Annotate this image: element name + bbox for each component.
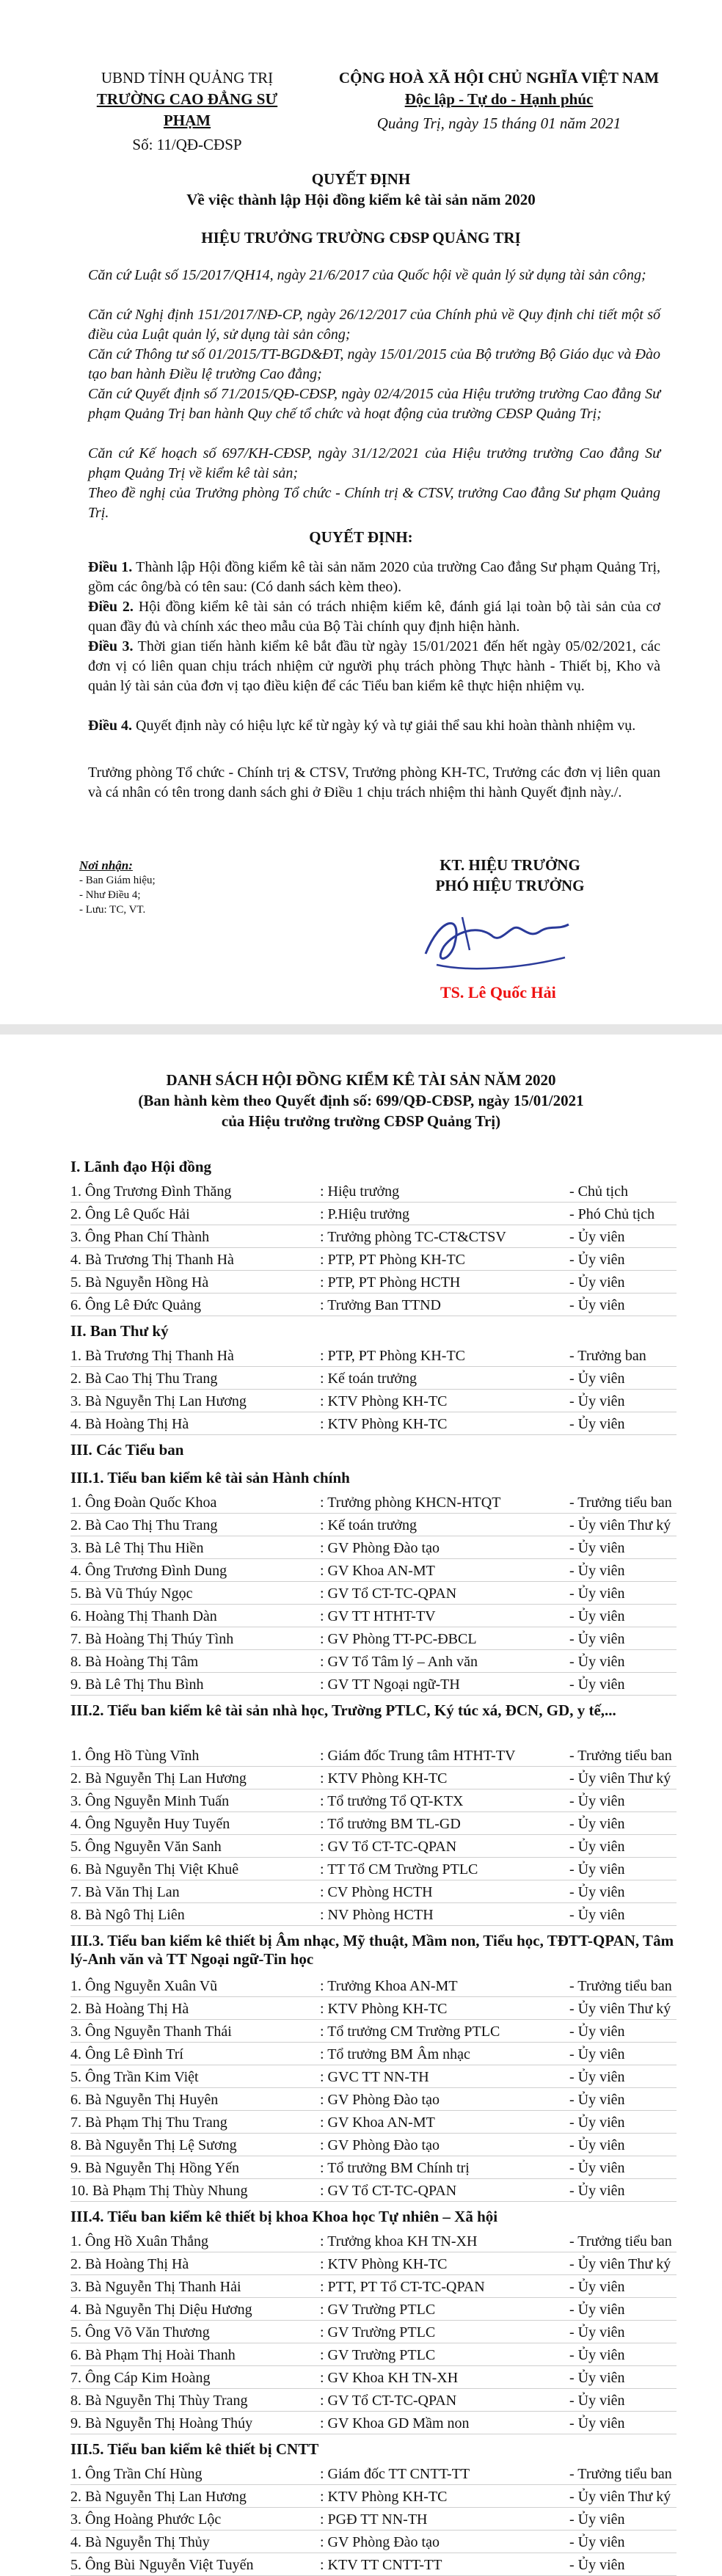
- article-4: [88, 716, 660, 736]
- row-separator: [70, 2133, 677, 2134]
- member-position: : GV TT HTHT-TV: [320, 1608, 436, 1624]
- member-row: [70, 1391, 679, 1412]
- member-position: : GV Tổ CT-TC-QPAN: [320, 2183, 457, 2199]
- member-row: [70, 2509, 679, 2530]
- row-separator: [70, 2507, 677, 2508]
- row-separator: [70, 1513, 677, 1514]
- row-separator: [70, 1366, 677, 1367]
- member-role: - Ủy viên: [569, 2347, 625, 2363]
- member-position: : GV TT Ngoại ngữ-TH: [320, 1676, 460, 1693]
- member-name: 5. Ông Trần Kim Việt: [70, 2069, 199, 2085]
- member-name: 5. Ông Võ Văn Thương: [70, 2324, 210, 2340]
- member-name: 9. Bà Nguyễn Thị Hồng Yến: [70, 2160, 239, 2176]
- member-name: 8. Bà Nguyễn Thị Thùy Trang: [70, 2393, 248, 2409]
- member-row: [70, 2158, 679, 2178]
- member-position: : GV Tổ CT-TC-QPAN: [320, 1839, 457, 1855]
- member-position: : Tổ trưởng BM Chính trị: [320, 2160, 470, 2176]
- member-role: - Ủy viên: [569, 1676, 625, 1693]
- member-name: 3. Bà Nguyễn Thị Thanh Hải: [70, 2279, 241, 2295]
- article-2-text: Hội đồng kiểm kê tài sản có trách nhiệm kiểm kê, đánh giá lại toàn bộ tài sản của cơ quan đầy đủ và chính xác theo mẫu của Bộ Tài chính quy định hiện hành.: [88, 599, 661, 635]
- member-row: [70, 1295, 679, 1316]
- member-position: : PTP, PT Phòng KH-TC: [320, 1252, 466, 1268]
- member-name: 1. Ông Đoàn Quốc Khoa: [70, 1495, 217, 1511]
- member-role: - Ủy viên: [569, 1563, 625, 1579]
- member-row: [70, 2254, 679, 2274]
- row-separator: [70, 2087, 677, 2088]
- member-row: [70, 1629, 679, 1649]
- article-3: [88, 637, 660, 696]
- recipient-item: - Như Điều 4;: [79, 889, 141, 901]
- member-name: 1. Ông Hồ Xuân Thắng: [70, 2233, 208, 2250]
- preamble-2: Căn cứ Nghị định 151/2017/NĐ-CP, ngày 26/12/2017 của Chính phủ về Quy định chi tiết một số điều của Luật quản lý, sử dụng tài sản công;: [88, 307, 660, 343]
- member-name: 7. Bà Phạm Thị Thu Trang: [70, 2115, 227, 2131]
- member-row: [70, 2322, 679, 2343]
- member-position: : GV Phòng Đào tạo: [320, 2534, 440, 2550]
- member-role: - Ủy viên: [569, 1631, 625, 1647]
- nation-line2: Độc lập - Tự do - Hạnh phúc: [404, 90, 594, 108]
- member-position: : Trưởng phòng TC-CT&CTSV: [320, 1229, 506, 1245]
- member-row: [70, 1905, 679, 1925]
- member-name: 1. Ông Trương Đình Thăng: [70, 1183, 232, 1200]
- signer-name: TS. Lê Quốc Hải: [440, 983, 556, 1001]
- member-role: - Ủy viên: [569, 1274, 625, 1291]
- member-position: : Hiệu trưởng: [320, 1183, 400, 1200]
- recipient-item: - Ban Giám hiệu;: [79, 875, 156, 886]
- member-role: - Ủy viên: [569, 2302, 625, 2318]
- row-separator: [70, 1558, 677, 1559]
- row-separator: [70, 2110, 677, 2111]
- row-separator: [70, 1202, 677, 1203]
- member-name: 1. Ông Hồ Tùng Vĩnh: [70, 1748, 200, 1764]
- row-separator: [70, 1672, 677, 1673]
- member-name: 2. Bà Cao Thị Thu Trang: [70, 1517, 218, 1533]
- row-separator: [70, 2201, 677, 2202]
- article-3-label: Điều 3.: [88, 638, 134, 654]
- section-heading: II. Ban Thư ký: [70, 1322, 169, 1340]
- member-name: 6. Ông Lê Đức Quảng: [70, 1297, 202, 1313]
- member-position: : Giám đốc Trung tâm HTHT-TV: [320, 1748, 516, 1764]
- member-role: - Ủy viên: [569, 2092, 625, 2108]
- nation-line1: CỘNG HOÀ XÃ HỘI CHỦ NGHĨA VIỆT NAM: [338, 69, 660, 87]
- article-3-text: Thời gian tiến hành kiểm kê bắt đầu từ ngày 15/01/2021 đến hết ngày 05/02/2021, các đơn vị có liên quan chịu trách nhiệm cử người phụ trách phòng Thực hành - Thiết bị, Kho và quản lý tài sản của đơn vị tạo điều kiện để các Tiểu ban kiểm kê thực hiện nhiệm vụ.: [88, 638, 660, 694]
- member-name: 3. Bà Lê Thị Thu Hiền: [70, 1540, 204, 1556]
- handwritten-signature: [411, 902, 580, 979]
- member-role: - Ủy viên: [569, 2046, 625, 2062]
- member-row: [70, 1652, 679, 1672]
- member-position: : Giám đốc TT CNTT-TT: [320, 2466, 470, 2482]
- member-name: 5. Ông Bùi Nguyễn Việt Tuyến: [70, 2557, 254, 2573]
- member-role: - Ủy viên Thư ký: [569, 2256, 671, 2272]
- member-row: [70, 1272, 679, 1293]
- decision-title: QUYẾT ĐỊNH: [311, 170, 411, 188]
- article-4-label: Điều 4.: [88, 718, 132, 734]
- row-separator: [70, 1604, 677, 1605]
- member-row: [70, 1249, 679, 1270]
- row-separator: [70, 1293, 677, 1294]
- member-name: 6. Bà Phạm Thị Hoài Thanh: [70, 2347, 236, 2363]
- member-position: : Trưởng Ban TTND: [320, 1297, 441, 1313]
- member-name: 6. Bà Nguyễn Thị Huyên: [70, 2092, 219, 2108]
- member-role: - Ủy viên: [569, 1884, 625, 1900]
- place-date: Quảng Trị, ngày 15 tháng 01 năm 2021: [376, 114, 621, 132]
- row-separator: [70, 2042, 677, 2043]
- member-name: 1. Ông Trần Chí Hùng: [70, 2466, 203, 2482]
- member-row: [70, 2555, 679, 2575]
- row-separator: [70, 1247, 677, 1248]
- member-position: : PTT, PT Tổ CT-TC-QPAN: [320, 2279, 485, 2295]
- member-name: 2. Bà Hoàng Thị Hà: [70, 2001, 189, 2017]
- section-heading: III.5. Tiểu ban kiểm kê thiết bị CNTT: [70, 2440, 319, 2458]
- member-role: - Trưởng ban: [569, 1348, 646, 1364]
- member-name: 3. Ông Hoàng Phước Lộc: [70, 2511, 222, 2528]
- member-position: : PTP, PT Phòng KH-TC: [320, 1348, 466, 1364]
- member-role: - Ủy viên: [569, 1252, 625, 1268]
- preamble-1: Căn cứ Luật số 15/2017/QH14, ngày 21/6/2017 của Quốc hội về quản lý sử dụng tài sản công;: [88, 267, 646, 283]
- member-row: [70, 2486, 679, 2507]
- member-row: [70, 1181, 679, 1202]
- member-row: [70, 1882, 679, 1902]
- member-role: - Ủy viên Thư ký: [569, 1770, 671, 1787]
- member-role: - Ủy viên: [569, 1586, 625, 1602]
- member-row: [70, 2044, 679, 2065]
- row-separator: [70, 1581, 677, 1582]
- member-row: [70, 1836, 679, 1857]
- member-name: 5. Bà Nguyễn Hồng Hà: [70, 1274, 209, 1291]
- member-row: [70, 1791, 679, 1811]
- member-name: 1. Bà Trương Thị Thanh Hà: [70, 1348, 234, 1364]
- member-position: : Trưởng Khoa AN-MT: [320, 1978, 458, 1994]
- member-name: 8. Bà Ngô Thị Liên: [70, 1907, 185, 1923]
- preamble-4: Căn cứ Quyết định số 71/2015/QĐ-CĐSP, ngày 02/4/2015 của Hiệu trưởng trường Cao đẳng Sư phạm Quảng Trị ban hành Quy chế tổ chức và hoạt động của trường CĐSP Quảng Trị;: [88, 386, 660, 422]
- row-separator: [70, 2178, 677, 2179]
- member-row: [70, 1745, 679, 1766]
- recipients-heading: Nơi nhận:: [79, 858, 133, 872]
- member-position: : GV Khoa AN-MT: [320, 2115, 435, 2131]
- member-position: : GV Phòng TT-PC-ĐBCL: [320, 1631, 477, 1647]
- row-separator: [70, 2297, 677, 2298]
- member-position: : Trưởng phòng KHCN-HTQT: [320, 1495, 501, 1511]
- row-separator: [70, 2411, 677, 2412]
- member-position: : NV Phòng HCTH: [320, 1907, 434, 1923]
- member-row: [70, 1204, 679, 1225]
- member-role: - Ủy viên: [569, 1540, 625, 1556]
- closing-paragraph: Trưởng phòng Tổ chức - Chính trị & CTSV, Trưởng phòng KH-TC, Trưởng các đơn vị liên quan và cá nhân có tên trong danh sách ghi ở Điều 1 chịu trách nhiệm thi hành Quyết định này./.: [88, 765, 660, 800]
- member-row: [70, 2413, 679, 2434]
- member-row: [70, 1492, 679, 1513]
- member-role: - Ủy viên: [569, 1416, 625, 1432]
- member-row: [70, 1674, 679, 1695]
- member-position: : PTP, PT Phòng HCTH: [320, 1274, 461, 1291]
- nation-header: [316, 67, 682, 134]
- member-position: : GV Tổ CT-TC-QPAN: [320, 1586, 457, 1602]
- authority-line: HIỆU TRƯỞNG TRƯỜNG CĐSP QUẢNG TRỊ: [201, 229, 521, 247]
- member-position: : KTV TT CNTT-TT: [320, 2557, 442, 2573]
- member-role: - Ủy viên: [569, 2115, 625, 2131]
- member-row: [70, 2299, 679, 2320]
- preamble-3: Căn cứ Thông tư số 01/2015/TT-BGD&ĐT, ngày 15/01/2015 của Bộ trưởng Bộ Giáo dục và Đào tạo ban hành Điều lệ trường Cao đẳng;: [88, 346, 660, 382]
- member-row: [70, 2277, 679, 2297]
- member-row: [70, 1227, 679, 1247]
- member-row: [70, 1999, 679, 2019]
- member-role: - Ủy viên: [569, 2557, 625, 2573]
- doc-number: Số: 11/QĐ-CĐSP: [132, 136, 242, 153]
- member-role: - Ủy viên: [569, 2393, 625, 2409]
- recipient-item: - Lưu: TC, VT.: [79, 904, 146, 916]
- article-1: [88, 558, 660, 597]
- member-role: - Ủy viên: [569, 1229, 625, 1245]
- member-row: [70, 1515, 679, 1536]
- member-position: : GV Phòng Đào tạo: [320, 2092, 440, 2108]
- member-row: [70, 1561, 679, 1581]
- row-separator: [70, 1270, 677, 1271]
- member-role: - Ủy viên: [569, 1907, 625, 1923]
- preamble-5: Căn cứ Kế hoạch số 697/KH-CĐSP, ngày 31/12/2021 của Hiệu trưởng trường Cao đẳng Sư phạm Quảng Trị về kiểm kê tài sản;: [88, 445, 660, 481]
- member-role: - Ủy viên Thư ký: [569, 2001, 671, 2017]
- member-role: - Ủy viên: [569, 1654, 625, 1670]
- member-position: : GV Phòng Đào tạo: [320, 1540, 440, 1556]
- member-position: : Tổ trưởng CM Trường PTLC: [320, 2024, 500, 2040]
- member-role: - Ủy viên: [569, 2183, 625, 2199]
- member-role: - Ủy viên: [569, 2324, 625, 2340]
- row-separator: [70, 1766, 677, 1767]
- article-1-label: Điều 1.: [88, 559, 133, 575]
- row-separator: [70, 1695, 677, 1696]
- signature-line2: PHÓ HIỆU TRƯỞNG: [435, 877, 585, 894]
- member-role: - Ủy viên: [569, 2511, 625, 2528]
- member-role: - Ủy viên: [569, 2415, 625, 2431]
- member-role: - Ủy viên: [569, 2370, 625, 2386]
- member-position: : Kế toán trưởng: [320, 1517, 417, 1533]
- member-name: 7. Ông Cáp Kim Hoàng: [70, 2370, 211, 2386]
- member-row: [70, 2368, 679, 2388]
- preamble-6: Theo đề nghị của Trưởng phòng Tổ chức - Chính trị & CTSV, trưởng Cao đẳng Sư phạm Quảng Trị.: [88, 485, 660, 521]
- member-name: 9. Bà Lê Thị Thu Bình: [70, 1676, 204, 1693]
- member-position: : GV Trường PTLC: [320, 2302, 436, 2318]
- org-line2: TRƯỜNG CAO ĐẲNG SƯ PHẠM: [96, 90, 278, 129]
- row-separator: [70, 1649, 677, 1650]
- member-name: 7. Bà Văn Thị Lan: [70, 1884, 180, 1900]
- member-position: : Trưởng khoa KH TN-XH: [320, 2233, 478, 2250]
- member-position: : GV Khoa GD Mầm non: [320, 2415, 470, 2431]
- member-role: - Trưởng tiểu ban: [569, 1748, 672, 1764]
- member-name: 4. Bà Trương Thị Thanh Hà: [70, 1252, 234, 1268]
- member-position: : GVC TT NN-TH: [320, 2069, 429, 2085]
- row-separator: [70, 2365, 677, 2366]
- member-position: : KTV Phòng KH-TC: [320, 2489, 448, 2505]
- member-row: [70, 2345, 679, 2365]
- article-4-text: Quyết định này có hiệu lực kể từ ngày ký và tự giải thể sau khi hoàn thành nhiệm vụ.: [136, 718, 636, 734]
- member-name: 5. Ông Nguyễn Văn Sanh: [70, 1839, 222, 1855]
- member-position: : Tổ trưởng BM Âm nhạc: [320, 2046, 470, 2062]
- member-name: 2. Bà Cao Thị Thu Trang: [70, 1371, 218, 1387]
- row-separator: [70, 2530, 677, 2531]
- member-role: - Ủy viên Thư ký: [569, 2489, 671, 2505]
- article-2: [88, 597, 660, 637]
- member-name: 2. Ông Lê Quốc Hải: [70, 1206, 190, 1222]
- member-name: 5. Bà Vũ Thúy Ngọc: [70, 1586, 193, 1602]
- signature-line1: KT. HIỆU TRƯỞNG: [440, 856, 580, 874]
- member-row: [70, 1414, 679, 1434]
- member-position: : CV Phòng HCTH: [320, 1884, 433, 1900]
- member-position: : GV Tổ CT-TC-QPAN: [320, 2393, 457, 2409]
- member-name: 7. Bà Hoàng Thị Thúy Tình: [70, 1631, 234, 1647]
- member-role: - Ủy viên: [569, 1861, 625, 1878]
- member-row: [70, 2112, 679, 2133]
- member-role: - Ủy viên Thư ký: [569, 1517, 671, 1533]
- member-row: [70, 1538, 679, 1558]
- member-row: [70, 2090, 679, 2110]
- member-name: 6. Bà Nguyễn Thị Việt Khuê: [70, 1861, 239, 1878]
- member-name: 9. Bà Nguyễn Thị Hoàng Thúy: [70, 2415, 253, 2431]
- member-position: : Tổ trưởng BM TL-GD: [320, 1816, 461, 1832]
- member-row: [70, 1368, 679, 1389]
- member-role: - Trưởng tiểu ban: [569, 1495, 672, 1511]
- member-position: : KTV Phòng KH-TC: [320, 1416, 448, 1432]
- page-divider: [0, 1024, 722, 1035]
- member-row: [70, 2532, 679, 2553]
- member-row: [70, 1606, 679, 1627]
- member-row: [70, 1976, 679, 1996]
- member-position: : PGĐ TT NN-TH: [320, 2511, 428, 2528]
- member-role: - Ủy viên: [569, 1608, 625, 1624]
- member-name: 3. Ông Nguyễn Thanh Thái: [70, 2024, 232, 2040]
- member-position: : GV Phòng Đào tạo: [320, 2137, 440, 2153]
- section-heading: I. Lãnh đạo Hội đồng: [70, 1158, 211, 1175]
- member-name: 2. Bà Nguyễn Thị Lan Hương: [70, 2489, 247, 2505]
- decision-section: [0, 0, 722, 1012]
- member-row: [70, 1583, 679, 1604]
- member-row: [70, 1768, 679, 1789]
- member-role: - Ủy viên: [569, 1793, 625, 1809]
- member-name: 4. Ông Lê Đình Trí: [70, 2046, 183, 2062]
- member-role: - Ủy viên: [569, 2069, 625, 2085]
- member-name: 1. Ông Nguyễn Xuân Vũ: [70, 1978, 218, 1994]
- row-separator: [70, 1925, 677, 1926]
- member-role: - Ủy viên: [569, 1393, 625, 1409]
- member-role: - Ủy viên: [569, 2534, 625, 2550]
- member-role: - Ủy viên: [569, 1816, 625, 1832]
- member-position: : KTV Phòng KH-TC: [320, 2001, 448, 2017]
- member-role: - Trưởng tiểu ban: [569, 1978, 672, 1994]
- row-separator: [70, 1434, 677, 1435]
- member-position: : KTV Phòng KH-TC: [320, 1393, 448, 1409]
- section-heading: III.3. Tiểu ban kiểm kê thiết bị Âm nhạc, Mỹ thuật, Mầm non, Tiểu học, TĐTT-QPAN, Tâm lý-Anh văn và TT Ngoại ngữ-Tin học: [70, 1932, 674, 1968]
- member-row: [70, 2181, 679, 2201]
- row-separator: [70, 1857, 677, 1858]
- section-heading: III.4. Tiểu ban kiểm kê thiết bị khoa Khoa học Tự nhiên – Xã hội: [70, 2208, 498, 2225]
- list-subtitle-2: của Hiệu trưởng trường CĐSP Quảng Trị): [221, 1112, 501, 1130]
- org-header: [81, 67, 293, 156]
- decision-heading: QUYẾT ĐỊNH:: [309, 528, 413, 546]
- member-position: : Kế toán trưởng: [320, 1371, 417, 1387]
- row-separator: [70, 1834, 677, 1835]
- member-role: - Ủy viên: [569, 1297, 625, 1313]
- member-role: - Chủ tịch: [569, 1183, 628, 1200]
- member-name: 2. Bà Hoàng Thị Hà: [70, 2256, 189, 2272]
- member-row: [70, 2135, 679, 2156]
- org-line1: UBND TỈNH QUẢNG TRỊ: [101, 69, 274, 87]
- member-name: 10. Bà Phạm Thị Thùy Nhung: [70, 2183, 248, 2199]
- member-row: [70, 1859, 679, 1880]
- member-row: [70, 2021, 679, 2042]
- member-position: : KTV Phòng KH-TC: [320, 1770, 448, 1787]
- article-2-label: Điều 2.: [88, 599, 134, 615]
- member-role: - Trưởng tiểu ban: [569, 2233, 672, 2250]
- section-heading: III.1. Tiểu ban kiểm kê tài sản Hành chính: [70, 1469, 350, 1486]
- member-name: 6. Hoàng Thị Thanh Dàn: [70, 1608, 217, 1624]
- member-position: : TT Tổ CM Trường PTLC: [320, 1861, 478, 1878]
- member-position: : P.Hiệu trưởng: [320, 1206, 409, 1222]
- member-row: [70, 1346, 679, 1366]
- section-heading: III. Các Tiểu ban: [70, 1441, 184, 1459]
- row-separator: [70, 2274, 677, 2275]
- member-role: - Ủy viên: [569, 1371, 625, 1387]
- row-separator: [70, 1902, 677, 1903]
- member-row: [70, 2231, 679, 2252]
- row-separator: [70, 1389, 677, 1390]
- member-name: 3. Ông Phan Chí Thành: [70, 1229, 210, 1245]
- list-title: DANH SÁCH HỘI ĐỒNG KIỂM KÊ TÀI SẢN NĂM 2020: [166, 1071, 556, 1089]
- member-position: : GV Trường PTLC: [320, 2324, 436, 2340]
- row-separator: [70, 2484, 677, 2485]
- member-position: : GV Khoa AN-MT: [320, 1563, 435, 1579]
- row-separator: [70, 1996, 677, 1997]
- member-row: [70, 2464, 679, 2484]
- row-separator: [70, 2320, 677, 2321]
- row-separator: [70, 2019, 677, 2020]
- member-name: 2. Bà Nguyễn Thị Lan Hương: [70, 1770, 247, 1787]
- member-row: [70, 2067, 679, 2087]
- member-list-section: [0, 1049, 722, 2573]
- member-role: - Ủy viên: [569, 1839, 625, 1855]
- row-separator: [70, 1811, 677, 1812]
- member-position: : GV Khoa KH TN-XH: [320, 2370, 459, 2386]
- member-position: : GV Trường PTLC: [320, 2347, 436, 2363]
- member-role: - Ủy viên: [569, 2137, 625, 2153]
- member-role: - Phó Chủ tịch: [569, 1206, 655, 1222]
- member-role: - Trưởng tiểu ban: [569, 2466, 672, 2482]
- member-role: - Ủy viên: [569, 2160, 625, 2176]
- row-separator: [70, 2388, 677, 2389]
- member-name: 8. Bà Hoàng Thị Tâm: [70, 1654, 199, 1670]
- article-1-text: Thành lập Hội đồng kiểm kê tài sản năm 2020 của trường Cao đẳng Sư phạm Quảng Trị, gồm các ông/bà có tên sau: (Có danh sách kèm theo).: [88, 559, 661, 595]
- section-heading: III.2. Tiểu ban kiểm kê tài sản nhà học, Trường PTLC, Ký túc xá, ĐCN, GD, y tế,...: [70, 1701, 616, 1719]
- member-name: 4. Bà Hoàng Thị Hà: [70, 1416, 189, 1432]
- member-name: 3. Bà Nguyễn Thị Lan Hương: [70, 1393, 247, 1409]
- member-name: 4. Ông Nguyễn Huy Tuyến: [70, 1816, 230, 1832]
- member-name: 4. Bà Nguyễn Thị Diệu Hương: [70, 2302, 252, 2318]
- member-role: - Ủy viên: [569, 2279, 625, 2295]
- decision-subject: Về việc thành lập Hội đồng kiểm kê tài sản năm 2020: [186, 191, 536, 208]
- member-role: - Ủy viên: [569, 2024, 625, 2040]
- member-row: [70, 1814, 679, 1834]
- recipients: [79, 858, 270, 917]
- member-position: : KTV Phòng KH-TC: [320, 2256, 448, 2272]
- member-position: : Tổ trưởng Tổ QT-KTX: [320, 1793, 464, 1809]
- member-position: : GV Tổ Tâm lý – Anh văn: [320, 1654, 478, 1670]
- member-name: 4. Ông Trương Đình Dung: [70, 1563, 227, 1579]
- signature-block: [382, 855, 638, 896]
- member-name: 3. Ông Nguyễn Minh Tuấn: [70, 1793, 230, 1809]
- member-name: 8. Bà Nguyễn Thị Lệ Sương: [70, 2137, 237, 2153]
- list-subtitle-1: (Ban hành kèm theo Quyết định số: 699/QĐ-CĐSP, ngày 15/01/2021: [138, 1092, 584, 1109]
- member-row: [70, 2390, 679, 2411]
- member-name: 4. Bà Nguyễn Thị Thủy: [70, 2534, 210, 2550]
